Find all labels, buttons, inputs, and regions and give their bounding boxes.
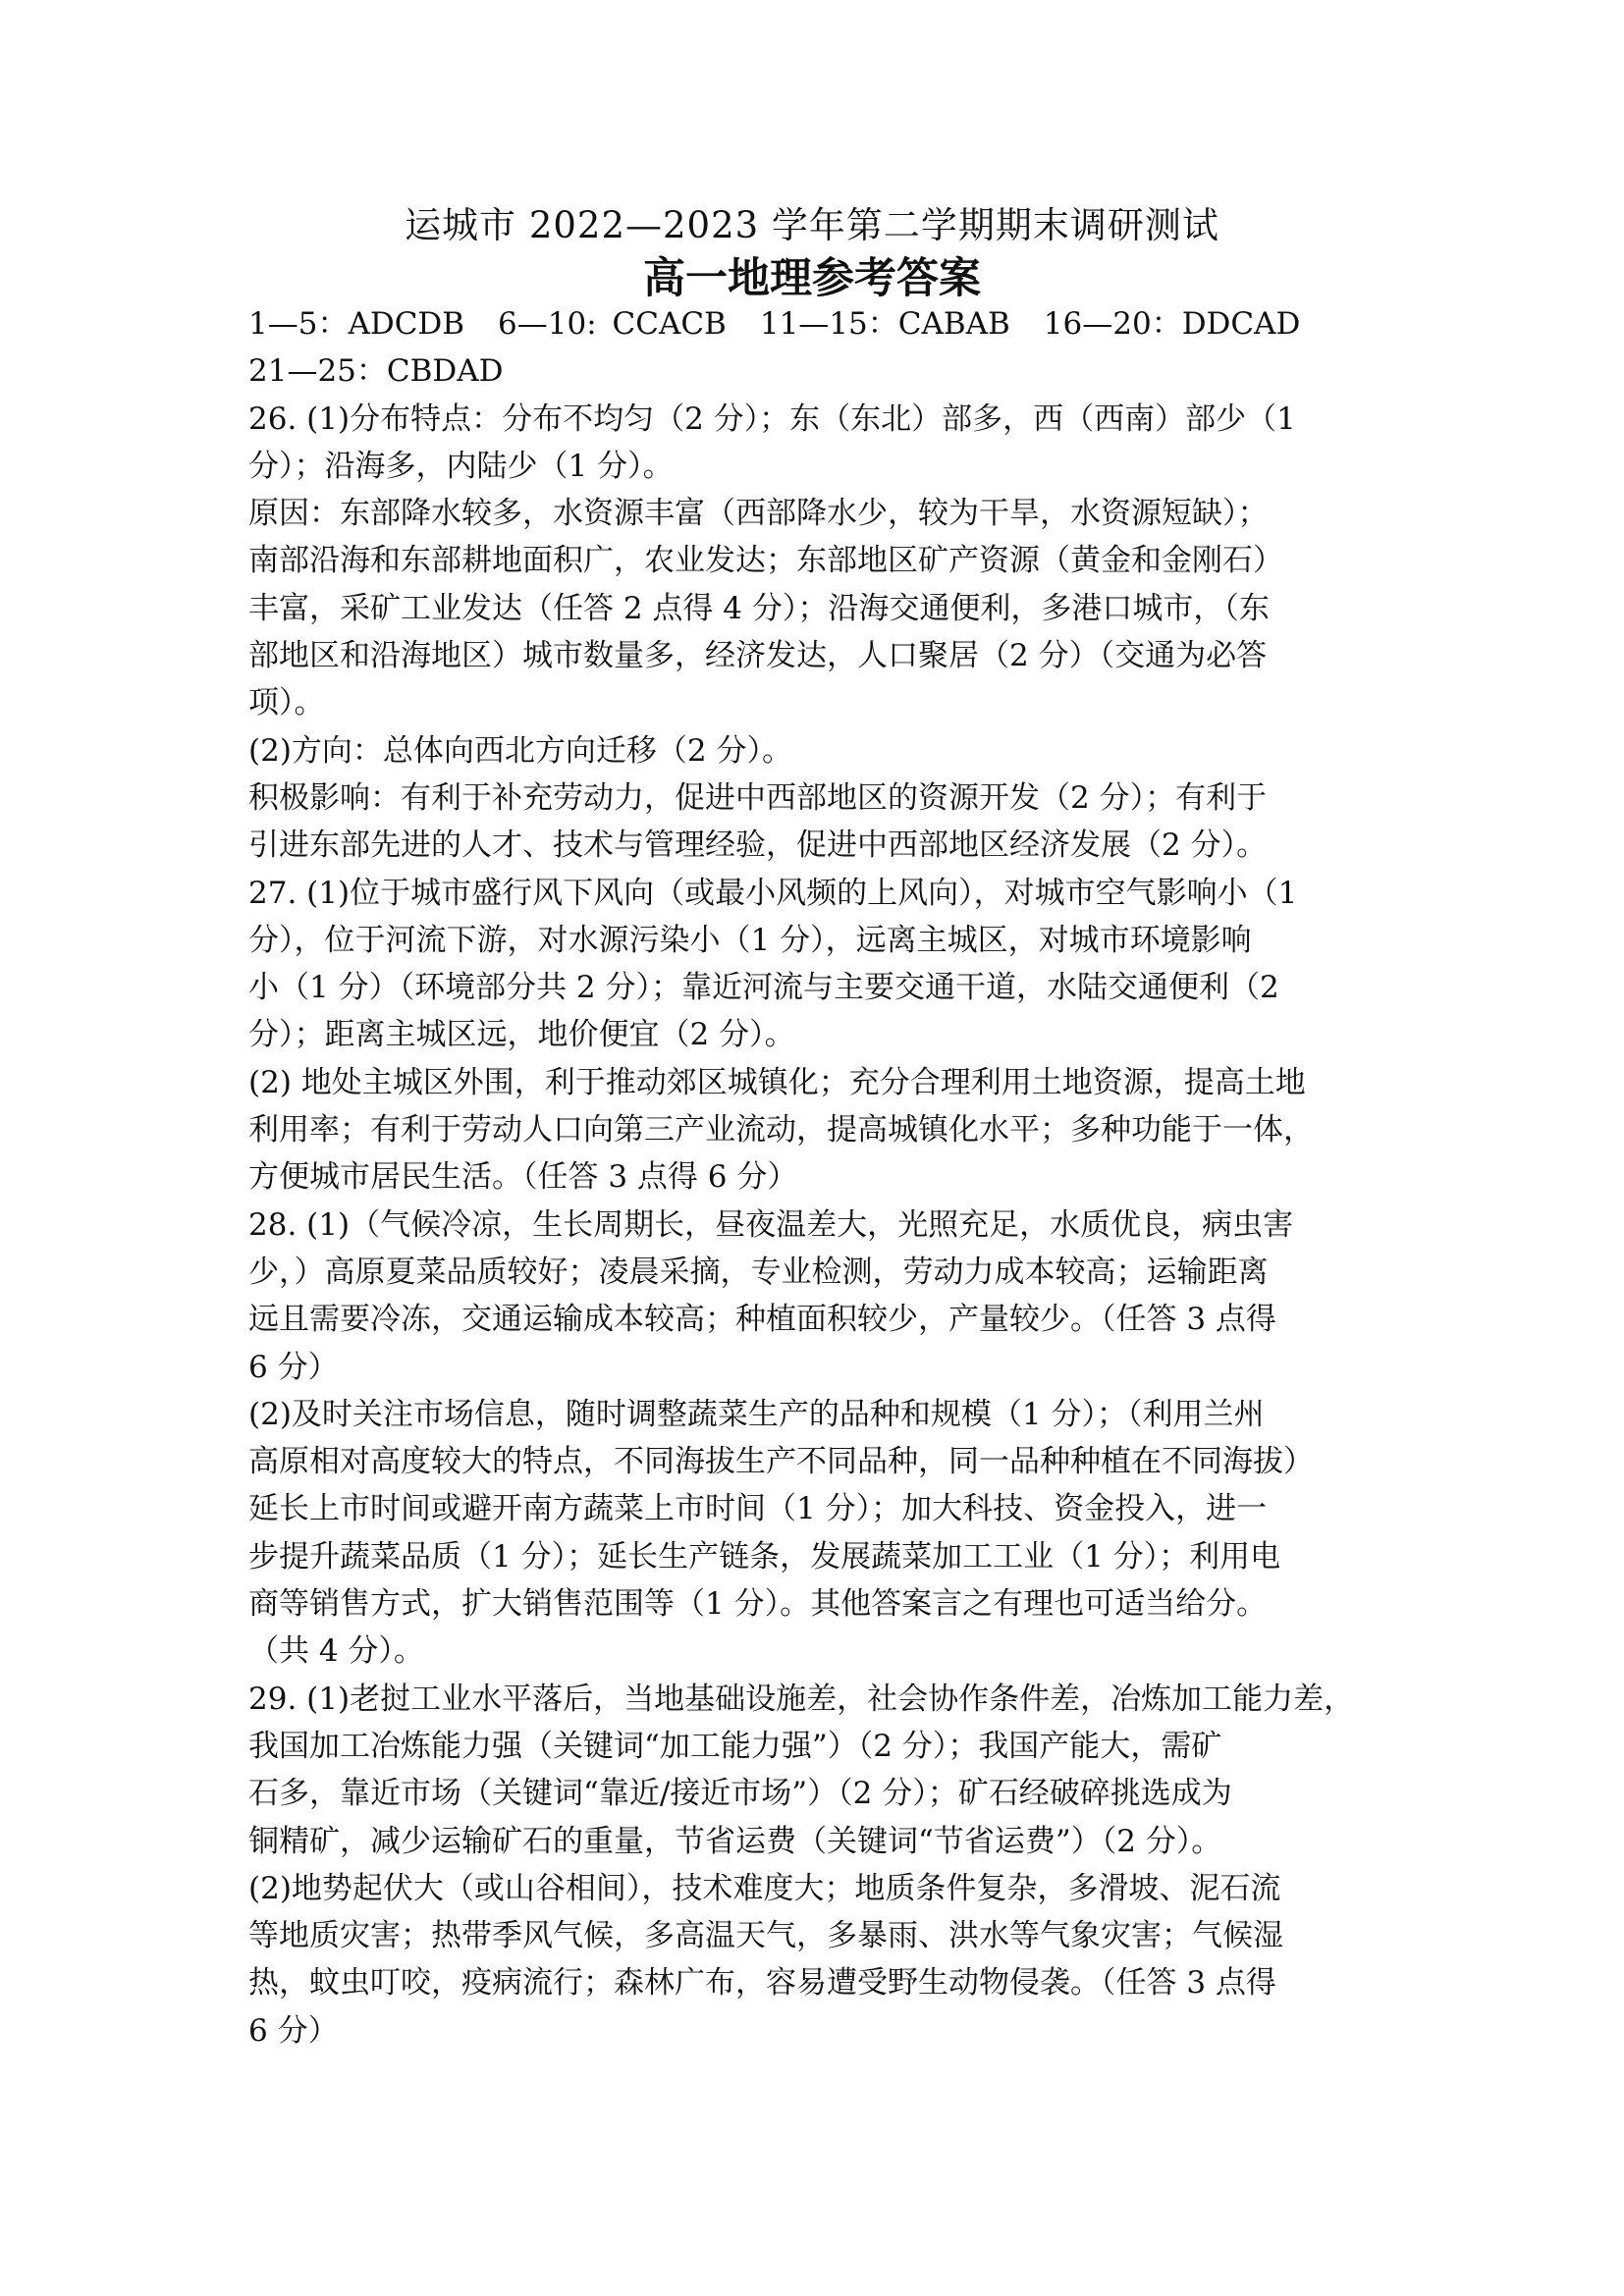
answer-line: (2)方向：总体向西北方向迁移（2 分）。 [248, 732, 792, 769]
answer-line: 利用率；有利于劳动人口向第三产业流动，提高城镇化水平；多种功能于一体， [248, 1112, 1314, 1148]
answer-line: 高原相对高度较大的特点，不同海拔生产不同品种，同一品种种植在不同海拔） [248, 1444, 1314, 1480]
answer-line: (2)及时关注市场信息，随时调整蔬菜生产的品种和规模（1 分）；（利用兰州 [248, 1396, 1265, 1432]
answer-line: 29. (1)老挝工业水平落后，当地基础设施差，社会协作条件差，冶炼加工能力差， [248, 1681, 1355, 1717]
answer-line: (2) 地处主城区外围，利于推动郊区城镇化；充分合理利用土地资源，提高土地 [248, 1064, 1306, 1100]
answer-line: 引进东部先进的人才、技术与管理经验，促进中西部地区经济发展（2 分）。 [248, 828, 1268, 864]
mc-answer-group: 6—10: CCACB [498, 306, 727, 342]
answer-line: 延长上市时间或避开南方蔬菜上市时间（1 分）；加大科技、资金投入，进一 [248, 1491, 1268, 1527]
answer-line: 等地质灾害；热带季风气候，多高温天气，多暴雨、洪水等气象灾害；气候湿 [248, 1918, 1283, 1954]
answer-line: 远且需要冷冻，交通运输成本较高；种植面积较少，产量较少。（任答 3 点得 [248, 1302, 1276, 1338]
answer-body [248, 300, 1378, 2055]
answer-line: 6 分） [248, 1349, 339, 1385]
answer-line: 分）；距离主城区远，地价便宜（2 分）。 [248, 1017, 795, 1053]
mc-answer-group: 21—25：CBDAD [248, 353, 504, 390]
answer-line: 6 分） [248, 2012, 339, 2049]
answer-line: 热，蚊虫叮咬，疫病流行；森林广布，容易遭受野生动物侵袭。（任答 3 点得 [248, 1965, 1276, 2002]
mc-answers-row-2 [248, 347, 1378, 395]
answer-line: 原因：东部降水较多，水资源丰富（西部降水少，较为干旱，水资源短缺）； [248, 496, 1269, 532]
mc-answer-group: 16—20：DDCAD [1043, 306, 1301, 342]
answer-line: 石多，靠近市场（关键词“靠近/接近市场”）（2 分）；矿石经破碎挑选成为 [248, 1776, 1232, 1812]
answer-line: 我国加工冶炼能力强（关键词“加工能力强”）（2 分）；我国产能大，需矿 [248, 1728, 1222, 1764]
answer-line: 少，）高原夏菜品质较好；凌晨采摘，专业检测，劳动力成本较高；运输距离 [248, 1254, 1269, 1290]
answer-line: 方便城市居民生活。（任答 3 点得 6 分） [248, 1159, 798, 1196]
answer-line: 步提升蔬菜品质（1 分）；延长生产链条，发展蔬菜加工工业（1 分）；利用电 [248, 1538, 1281, 1575]
answer-line: 铜精矿，减少运输矿石的重量，节省运费（关键词“节省运费”）（2 分）。 [248, 1823, 1222, 1859]
answer-line: 南部沿海和东部耕地面积广，农业发达；东部地区矿产资源（黄金和金刚石） [248, 543, 1283, 579]
answer-line: 部地区和沿海地区）城市数量多，经济发达，人口聚居（2 分）（交通为必答 [248, 638, 1268, 674]
answer-line: 28. (1)（气候冷凉，生长周期长，昼夜温差大，光照充足，水质优良，病虫害 [248, 1206, 1294, 1243]
answer-line: 商等销售方式，扩大销售范围等（1 分）。其他答案言之有理也可适当给分。 [248, 1586, 1268, 1623]
exam-title: 运城市 2022—2023 学年第二学期期末调研测试 [405, 204, 1219, 246]
answer-line: （共 4 分）。 [248, 1633, 424, 1670]
answer-line: 27. (1)位于城市盛行风下风向（或最小风频的上风向），对城市空气影响小（1 [248, 875, 1298, 911]
answer-line: 丰富，采矿工业发达（任答 2 点得 4 分）；沿海交通便利，多港口城市，（东 [248, 590, 1270, 626]
answer-line: 小（1 分）（环境部分共 2 分）；靠近河流与主要交通干道，水陆交通便利（2 [248, 970, 1279, 1006]
answer-line: 积极影响：有利于补充劳动力，促进中西部地区的资源开发（2 分）；有利于 [248, 779, 1268, 816]
answer-line: 分）；沿海多，内陆少（1 分）。 [248, 448, 674, 484]
answer-line: (2)地势起伏大（或山谷相间），技术难度大；地质条件复杂，多滑坡、泥石流 [248, 1870, 1281, 1906]
mc-answer-group: 11—15：CABAB [759, 306, 1010, 342]
mc-answer-group: 1—5：ADCDB [248, 306, 465, 342]
answer-line: 26. (1)分布特点：分布不均匀（2 分）；东（东北）部多，西（西南）部少（1 [248, 400, 1296, 437]
answer-line: 项）。 [248, 685, 325, 721]
mc-answers-row-1 [248, 300, 1378, 347]
answer-line: 分），位于河流下游，对水源污染小（1 分），远离主城区，对城市环境影响 [248, 922, 1252, 958]
answer-key-title: 高一地理参考答案 [643, 254, 981, 303]
